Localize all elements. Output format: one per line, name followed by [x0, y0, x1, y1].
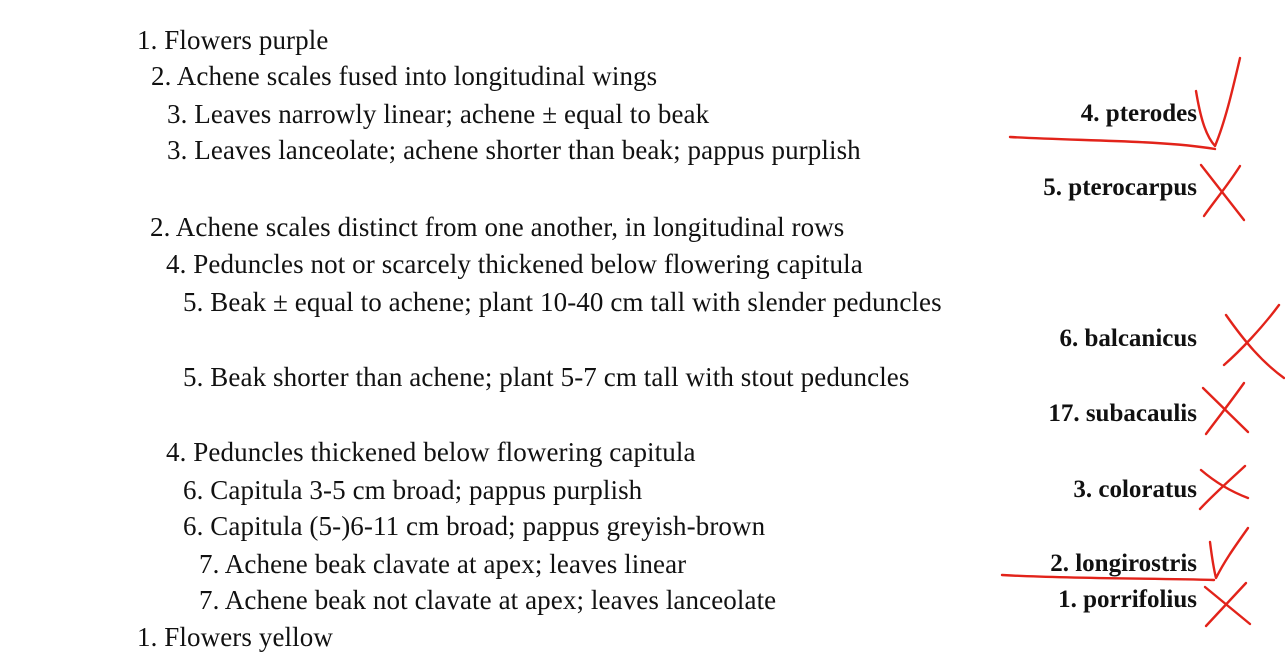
key-line-3-leaves-linear: 3. Leaves narrowly linear; achene ± equal to beak [167, 99, 710, 129]
key-line-5-beak-equal: 5. Beak ± equal to achene; plant 10-40 cm tall with slender peduncles [183, 287, 942, 317]
key-line-6-capitula-small: 6. Capitula 3-5 cm broad; pappus purplish [183, 475, 643, 505]
key-line-4-peduncles-not-thickened: 4. Peduncles not or scarcely thickened below flowering capitula [166, 249, 863, 279]
underline-pterodes [1010, 137, 1215, 149]
taxon-subacaulis: 17. subacaulis [1048, 400, 1197, 427]
taxon-pterodes: 4. pterodes [1080, 100, 1197, 127]
key-line-7-beak-clavate: 7. Achene beak clavate at apex; leaves linear [199, 549, 687, 579]
key-line-3-leaves-lanceolate: 3. Leaves lanceolate; achene shorter than beak; pappus purplish [167, 135, 861, 165]
cross-mark-pterocarpus [1201, 165, 1244, 220]
check-mark-longirostris [1210, 528, 1248, 578]
taxon-coloratus: 3. coloratus [1073, 476, 1197, 503]
key-line-7-beak-not-clavate: 7. Achene beak not clavate at apex; leaves lanceolate [199, 585, 777, 615]
cross-mark-coloratus [1200, 466, 1248, 509]
key-line-1-flowers-yellow: 1. Flowers yellow [137, 622, 333, 652]
key-line-5-beak-shorter: 5. Beak shorter than achene; plant 5-7 cm tall with stout peduncles [183, 362, 910, 392]
cross-mark-subacaulis [1203, 383, 1248, 434]
taxon-balcanicus: 6. balcanicus [1059, 325, 1197, 352]
cross-mark-porrifolius [1205, 583, 1250, 626]
key-line-6-capitula-large: 6. Capitula (5-)6-11 cm broad; pappus greyish-brown [183, 511, 766, 541]
check-mark-pterodes [1196, 58, 1240, 146]
taxon-longirostris: 2. longirostris [1050, 550, 1197, 577]
taxon-porrifolius: 1. porrifolius [1058, 586, 1197, 613]
key-line-1-flowers-purple: 1. Flowers purple [137, 25, 329, 55]
key-line-2-scales-fused: 2. Achene scales fused into longitudinal wings [151, 61, 658, 91]
key-line-4-peduncles-thickened: 4. Peduncles thickened below flowering capitula [166, 437, 696, 467]
cross-mark-balcanicus [1224, 305, 1284, 378]
taxon-pterocarpus: 5. pterocarpus [1043, 174, 1197, 201]
key-line-2-scales-distinct: 2. Achene scales distinct from one another, in longitudinal rows [150, 212, 845, 242]
